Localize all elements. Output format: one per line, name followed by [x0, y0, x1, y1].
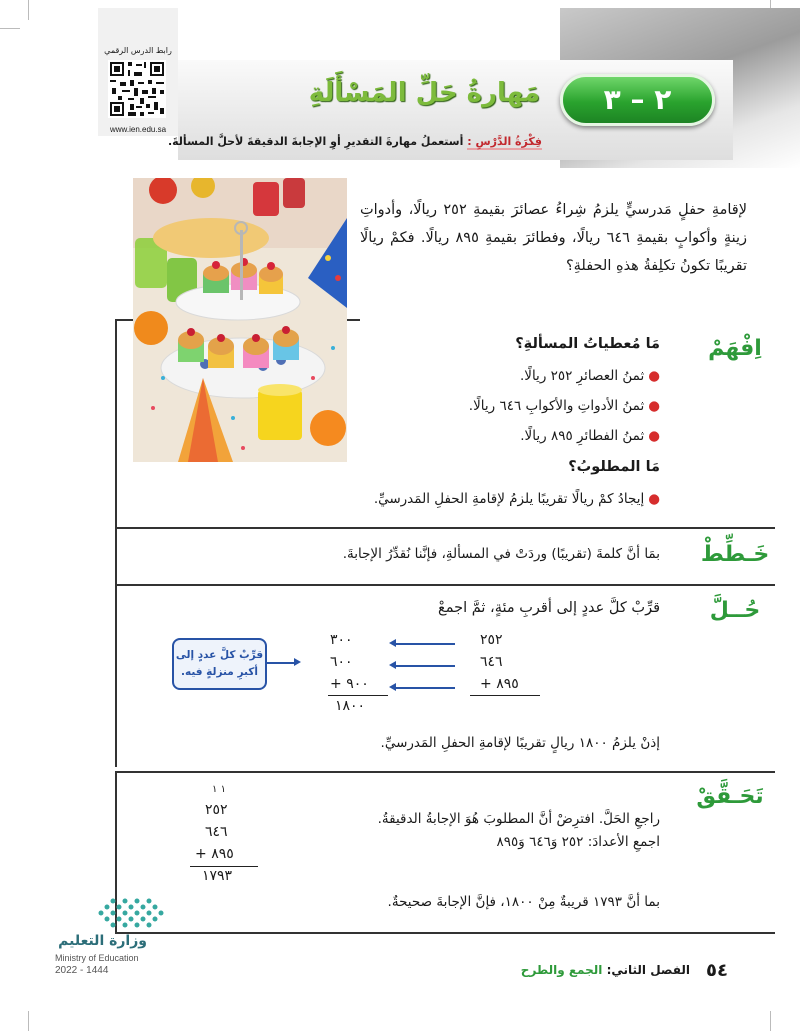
check-line-1: راجعِ الحَلَّ. افترِضْ أنَّ المطلوبَ هُوَ الإجابةُ الدقيقةُ.	[377, 811, 660, 827]
understand-question-goal: مَا المطلوبُ؟	[568, 459, 660, 475]
lesson-number: ٢ – ٣	[603, 83, 672, 116]
original-number: ٦٤٦	[480, 654, 503, 670]
section-label-plan: خَـطِّطْ	[700, 542, 770, 567]
academic-year: 2022 - 1444	[55, 965, 109, 976]
lesson-idea	[167, 135, 542, 148]
crop-mark	[28, 0, 29, 20]
addend: ٨٩٥ +	[195, 846, 234, 862]
bullet-icon: ●	[648, 398, 660, 414]
chapter-label: الفصل الثاني:	[606, 963, 690, 977]
rounded-number: ٩٠٠ +	[330, 676, 369, 692]
lesson-idea-text: أستعملُ مهارةَ التقديرِ أوِ الإجابةَ الدقيقةَ لأحلَّ المسألةَ.	[167, 135, 464, 148]
section-divider	[115, 771, 775, 773]
right-arrow-icon	[267, 662, 295, 664]
fact-text: ثمنُ الأدواتِ والأكوابِ ٦٤٦ ريالًا.	[468, 398, 645, 414]
ministry-name-en: Ministry of Education	[55, 953, 139, 963]
section-label-check: تَحَـقَّقْ	[696, 784, 764, 809]
hint-box: قرِّبْ كلَّ عددٍ إلى أكبرِ منزلةٍ فيه.	[172, 638, 267, 690]
ministry-logo	[55, 895, 185, 985]
fact-text: ثمنُ العصائرِ ٢٥٢ ريالًا.	[519, 368, 645, 384]
page-number: ٥٤	[706, 960, 728, 981]
addend: ٦٤٦	[205, 824, 228, 840]
understand-question-given: مَا مُعطياتُ المسألةِ؟	[515, 336, 660, 352]
party-food-photo	[133, 178, 347, 462]
list-item	[520, 368, 660, 384]
sum-line	[328, 695, 388, 696]
exact-sum: ١٧٩٣	[202, 868, 233, 884]
section-label-solve: حُــلَّ	[709, 598, 761, 623]
left-arrow-icon	[395, 687, 455, 689]
qr-code-icon[interactable]	[108, 60, 166, 118]
ministry-logo-icon	[95, 895, 175, 930]
carry-digits: ١ ١	[212, 784, 226, 795]
bullet-icon: ●	[648, 428, 660, 444]
solve-conclusion: إذنْ يلزمُ ١٨٠٠ ريالٍ تقريبًا لإقامةِ الحفلِ المَدرسيِّ.	[380, 735, 660, 751]
chapter-title	[470, 963, 690, 977]
section-divider	[115, 932, 775, 934]
section-divider	[115, 584, 775, 586]
lesson-title: مَهارةُ حَلِّ المَسْأَلَةِ	[308, 78, 540, 108]
goal-text: إيجادُ كمْ ريالًا تقريبًا يلزمُ لإقامةِ الحفلِ المَدرسيِّ.	[373, 491, 645, 507]
plan-text: بمَا أنَّ كلمةَ (تقريبًا) وردَتْ في المسألةِ، فإنَّنا نُقدِّرُ الإجابةَ.	[342, 546, 660, 562]
qr-caption: رابط الدرس الرقمي	[104, 46, 172, 55]
section-label-understand: اِفْهَمْ	[708, 336, 762, 361]
left-arrow-icon	[395, 665, 455, 667]
list-item	[520, 428, 660, 444]
rounded-number: ٦٠٠	[330, 654, 353, 670]
original-number: ٨٩٥ +	[480, 676, 519, 692]
bullet-icon: ●	[648, 368, 660, 384]
sum-line	[470, 695, 540, 696]
crop-mark	[0, 28, 20, 29]
crop-mark	[770, 1011, 771, 1031]
problem-statement: لإقامةِ حفلٍ مَدرسيٍّ يلزمُ شِراءُ عصائرَ بقيمةِ ٢٥٢ ريالًا، وأدواتِ زينةٍ وأكوابٍ بقيمةِ ٦٤٦ ريالًا، وفطائرَ بقيمةِ ٨٩٥ ريالًا. فكمْ ريالًا تقريبًا تكونُ تكلِفةُ هذهِ الحفلةِ؟	[360, 202, 748, 274]
original-number: ٢٥٢	[480, 632, 503, 648]
chapter-name: الجمع والطرح	[520, 963, 603, 977]
lesson-number-badge	[560, 74, 715, 126]
check-conclusion: بما أنَّ ١٧٩٣ قريبةٌ مِنْ ١٨٠٠، فإنَّ الإجابةَ صحيحةٌ.	[387, 894, 660, 910]
crop-mark	[28, 1011, 29, 1031]
list-item	[374, 491, 660, 507]
ministry-name-ar: وزارة التعليم	[58, 933, 147, 949]
lesson-idea-label: فِكْرَةُ الدَّرْسِ :	[467, 135, 542, 148]
solve-instruction: قرِّبْ كلَّ عددٍ إلى أقربِ مئةٍ، ثمَّ اجمعْ	[438, 600, 660, 616]
qr-url[interactable]: www.ien.edu.sa	[109, 125, 167, 134]
check-line-2: اجمعِ الأعدادَ: ٢٥٢ وَ٦٤٦ وَ٨٩٥	[496, 834, 660, 850]
section-divider	[115, 527, 775, 529]
bullet-icon: ●	[648, 491, 660, 507]
rounded-number: ٣٠٠	[330, 632, 353, 648]
rounded-sum: ١٨٠٠	[335, 698, 366, 714]
left-arrow-icon	[395, 643, 455, 645]
list-item	[469, 398, 660, 414]
qr-block[interactable]	[98, 8, 178, 136]
section-border	[115, 319, 117, 767]
addend: ٢٥٢	[205, 802, 228, 818]
fact-text: ثمنُ الفطائرِ ٨٩٥ ريالًا.	[520, 428, 645, 444]
sum-line	[190, 866, 258, 867]
